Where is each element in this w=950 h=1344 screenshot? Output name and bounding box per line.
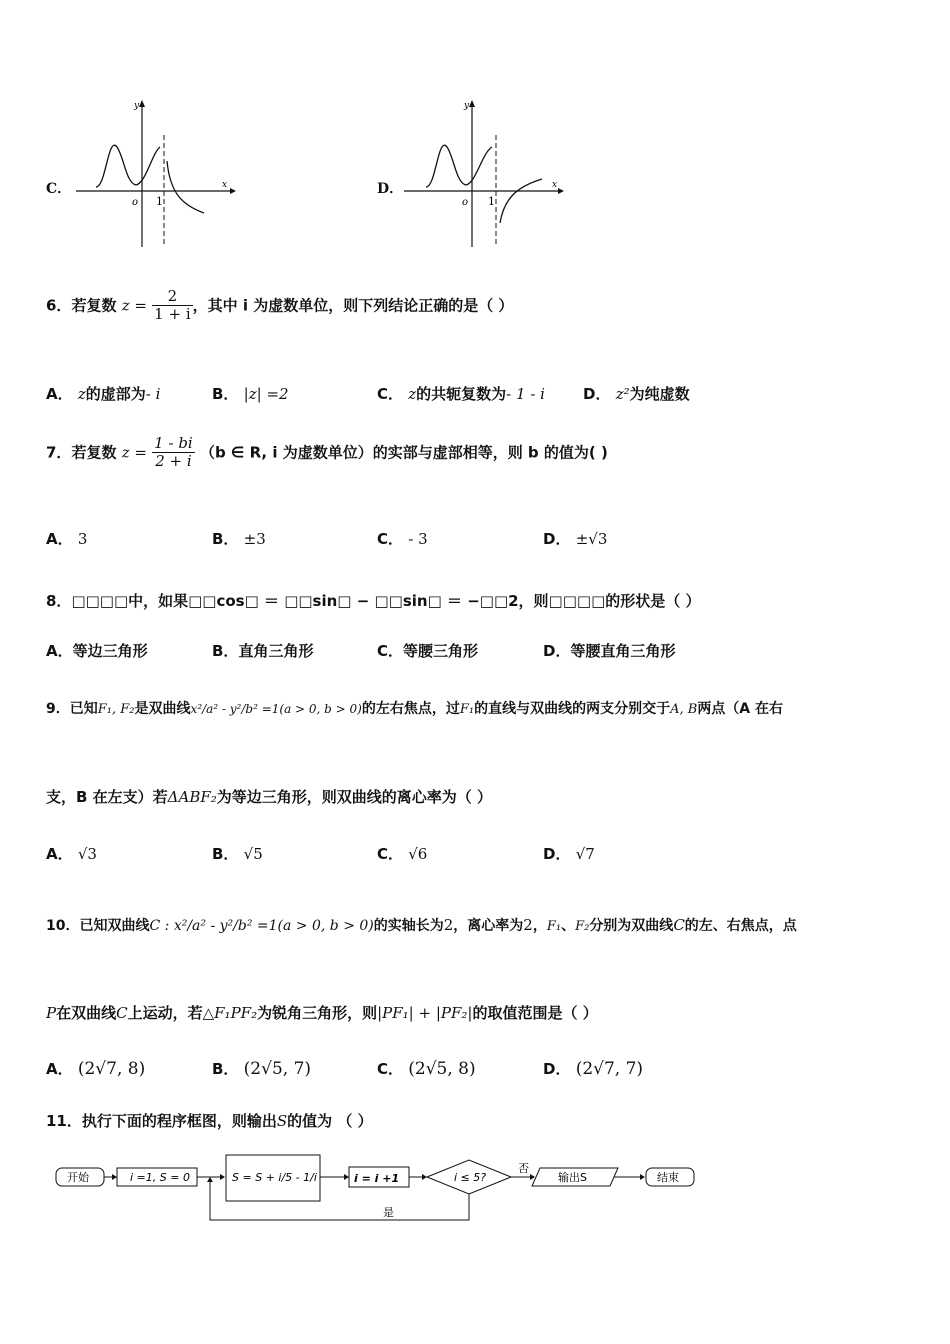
q7-den: 2 + i	[155, 452, 192, 471]
graph-c-origin: o	[132, 197, 139, 208]
q6-text-b: ，其中 i 为虚数单位，则下列结论正确的是（ ）	[192, 296, 514, 315]
q7-option-a[interactable]: A． 3	[46, 530, 88, 548]
flow-start-label: 开始	[67, 1171, 89, 1184]
q6-text-a: 若复数	[71, 296, 117, 315]
q6-option-a[interactable]: A． z的虚部为- i	[46, 385, 161, 403]
q6-fraction	[152, 288, 192, 324]
q9-option-a[interactable]: A． √3	[46, 845, 97, 863]
graph-c-x-label: x	[222, 180, 228, 190]
q7-option-d[interactable]: D． ±√3	[543, 530, 608, 548]
q10-stem-line1: 10．已知双曲线C : x²/a² - y²/b² =1(a > 0, b > 0)的实轴长为2，离心率为2，F₁、F₂分别为双曲线C的左、右焦点，点	[46, 916, 797, 934]
q10-option-c[interactable]: C． (2√5, 8)	[377, 1059, 476, 1079]
q9-f1: F₁	[459, 702, 475, 717]
graph-d-one: 1	[488, 195, 495, 208]
q7-number: 7．	[46, 443, 72, 462]
q6-option-c[interactable]: C． z的共轭复数为- 1 - i	[377, 385, 545, 403]
q6-z-eq: z =	[121, 296, 147, 315]
q6-num: 2	[152, 288, 192, 306]
q7-stem	[46, 435, 608, 471]
q9-option-c[interactable]: C． √6	[377, 845, 428, 863]
graph-c	[72, 95, 242, 253]
q7-fraction	[152, 435, 195, 471]
q6-option-d[interactable]: D． z²为纯虚数	[583, 385, 690, 403]
q7-z-eq: z =	[121, 443, 147, 462]
q10-equation: C : x²/a² - y²/b² =1(a > 0, b > 0)	[149, 918, 374, 934]
graph-d-label: D．	[377, 181, 404, 197]
q7-text-b: （b ∈ R, i 为虚数单位）的实部与虚部相等，则 b 的值为( )	[199, 443, 608, 462]
graph-c-label: C．	[46, 181, 72, 197]
q6-den: 1 + i	[154, 305, 191, 324]
q8-text: □□□□中，如果□□cos□ ＝ □□sin□ − □□sin□ ＝ −□□2，则□□□□的形状是（ ）	[71, 592, 701, 610]
q10-option-b[interactable]: B． (2√5, 7)	[212, 1059, 312, 1079]
flow-increment-label: i = i +1	[354, 1172, 400, 1185]
q8-number: 8．	[46, 592, 72, 610]
flow-init-label: i =1, S = 0	[130, 1171, 190, 1184]
q9-option-d[interactable]: D． √7	[543, 845, 595, 863]
q8-option-a[interactable]: A．等边三角形	[46, 642, 148, 660]
graph-d-origin: o	[462, 197, 469, 208]
q9-stem-line2: 支，B 在左支）若ΔABF₂为等边三角形，则双曲线的离心率为（ ）	[46, 788, 492, 806]
flow-output-label: 输出S	[558, 1171, 587, 1184]
graph-d-y-label: y	[464, 101, 470, 111]
q9-f12: F₁, F₂	[97, 702, 135, 717]
q6-number: 6．	[46, 296, 72, 315]
graph-d-x-label: x	[552, 180, 558, 190]
q7-option-c[interactable]: C． - 3	[377, 530, 428, 548]
graph-c-one: 1	[156, 195, 163, 208]
flow-condition-label: i ≤ 5?	[454, 1171, 487, 1184]
q8-option-b[interactable]: B．直角三角形	[212, 642, 314, 660]
q6-stem	[46, 288, 513, 324]
flow-update-s-label: S = S + i/5 - 1/i	[232, 1171, 317, 1184]
q9-ab: A, B	[670, 702, 698, 717]
graph-c-y-label: y	[134, 101, 140, 111]
q7-text-a: 若复数	[71, 443, 117, 462]
q6-option-b[interactable]: B． |z| =2	[212, 385, 289, 403]
flow-end-label: 结束	[657, 1171, 679, 1184]
q7-option-b[interactable]: B． ±3	[212, 530, 266, 548]
q9-option-b[interactable]: B． √5	[212, 845, 263, 863]
q10-triangle: △F₁PF₂	[202, 1004, 258, 1022]
q8-option-c[interactable]: C．等腰三角形	[377, 642, 479, 660]
q10-option-a[interactable]: A． (2√7, 8)	[46, 1059, 146, 1079]
q9-equation: x²/a² - y²/b² =1(a > 0, b > 0)	[190, 702, 362, 716]
q11-stem: 11．执行下面的程序框图，则输出S的值为 （ ）	[46, 1112, 373, 1130]
q8-option-d[interactable]: D．等腰直角三角形	[543, 642, 676, 660]
q9-stem-line1: 9．已知F₁, F₂是双曲线x²/a² - y²/b² =1(a > 0, b > 0)的左右焦点，过F₁的直线与双曲线的两支分别交于A, B两点（A 在右	[46, 701, 784, 717]
q9-triangle: ΔABF₂	[167, 788, 217, 806]
flow-no-label: 否	[518, 1162, 529, 1175]
flowchart	[50, 1150, 710, 1230]
flow-yes-label: 是	[383, 1206, 394, 1219]
q10-stem-line2: P在双曲线C上运动，若△F₁PF₂为锐角三角形，则|PF₁| + |PF₂|的取值范围是（ ）	[46, 1004, 598, 1022]
q10-sum: |PF₁| + |PF₂|	[377, 1004, 473, 1022]
graph-d	[400, 95, 570, 253]
q7-num: 1 - bi	[154, 434, 193, 452]
q8-stem	[46, 590, 700, 611]
q10-option-d[interactable]: D． (2√7, 7)	[543, 1059, 644, 1079]
